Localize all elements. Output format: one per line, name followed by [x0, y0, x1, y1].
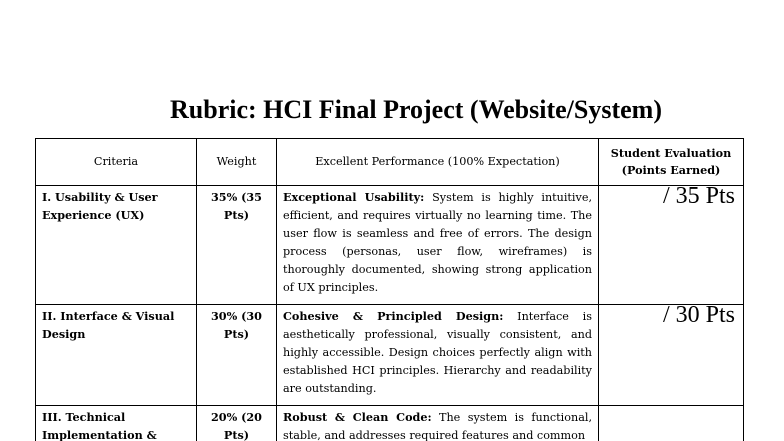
criteria-cell: III. Technical Implementation & [36, 406, 197, 441]
description-body: The system is functional, stable, and addresses required features and common [283, 411, 592, 441]
description-body: Interface is aesthetically professional, visually consistent, and highly accessible. Design choices perfectly align with established HCI principles. Hierarchy and readability are outstanding. [283, 310, 593, 395]
description-cell [277, 305, 599, 406]
rubric-table [35, 138, 744, 441]
weight-cell: 20% (20 Pts) [197, 406, 277, 441]
table-row [36, 406, 744, 441]
description-title: Cohesive & Principled Design: [283, 309, 504, 323]
description-cell [277, 186, 599, 305]
header-evaluation-line2: (Points Earned) [621, 163, 721, 177]
description-cell [277, 406, 599, 441]
score-cell: / 30 Pts [599, 305, 744, 406]
header-excellent-performance: Excellent Performance (100% Expectation) [277, 139, 599, 186]
table-row [36, 305, 744, 406]
weight-cell: 35% (35 Pts) [197, 186, 277, 305]
description-title: Robust & Clean Code: [283, 410, 432, 424]
document-title: Rubric: HCI Final Project (Website/System) [170, 95, 662, 124]
table-row [36, 186, 744, 305]
criteria-cell: I. Usability & User Experience (UX) [36, 186, 197, 305]
header-evaluation-line1: Student Evaluation [610, 146, 732, 160]
description-title: Exceptional Usability: [283, 190, 425, 204]
header-weight: Weight [197, 139, 277, 186]
table-header-row [36, 139, 744, 186]
weight-cell: 30% (30 Pts) [197, 305, 277, 406]
header-criteria: Criteria [36, 139, 197, 186]
criteria-cell: II. Interface & Visual Design [36, 305, 197, 406]
header-student-evaluation [599, 139, 744, 186]
score-cell: / 35 Pts [599, 186, 744, 305]
description-body: System is highly intuitive, efficient, and requires virtually no learning time. The user flow is seamless and free of errors. The design process (personas, user flow, wireframes) is thoroughly documented, showing strong application of UX principles. [283, 191, 592, 294]
score-cell [599, 406, 744, 441]
